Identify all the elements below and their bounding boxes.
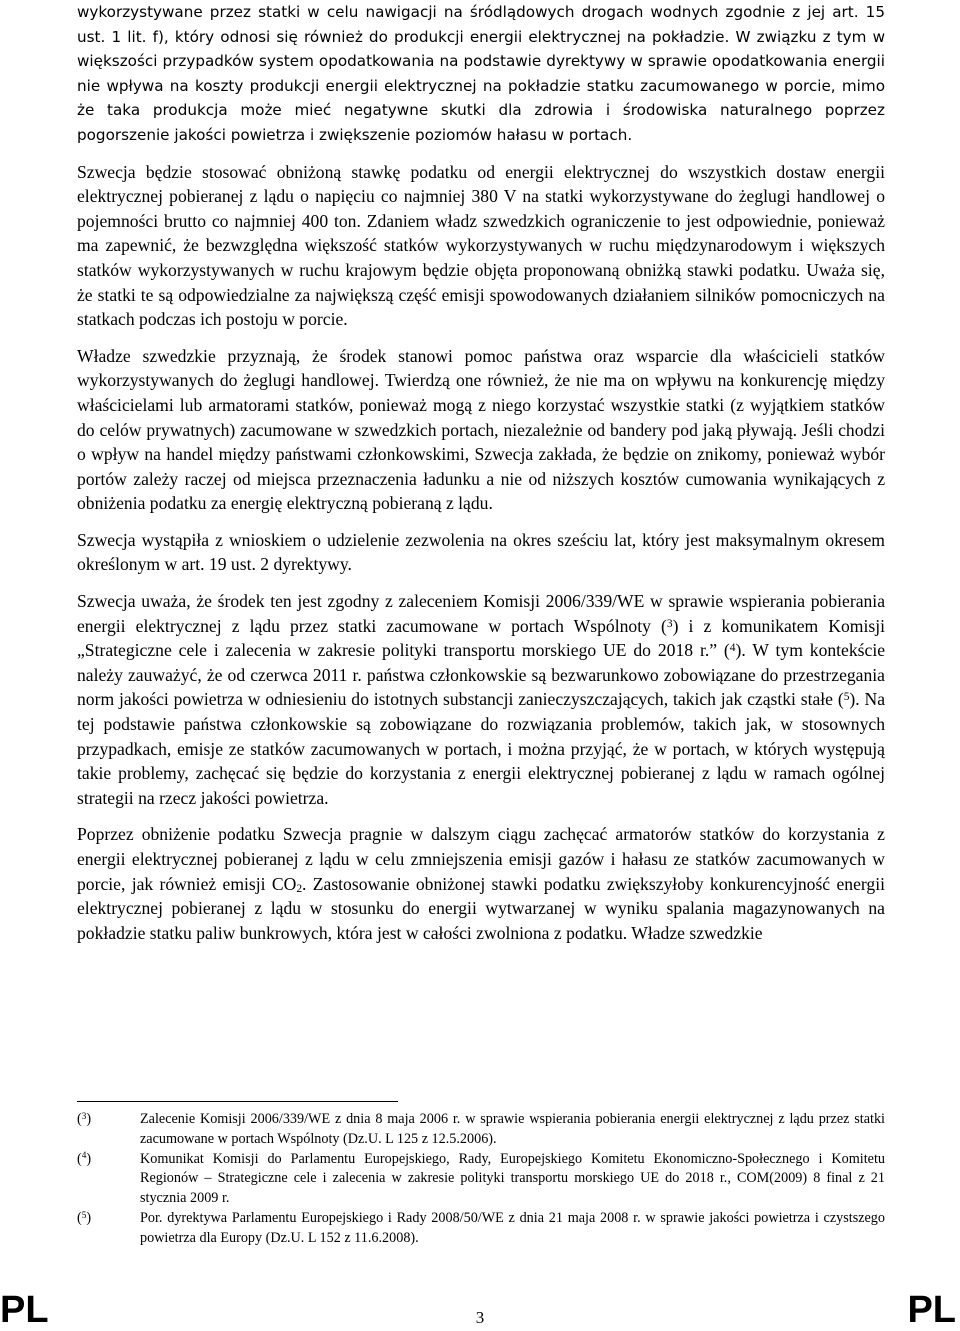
footnote-mark-number: 5 [81,1209,87,1220]
footnote-3 [77,1110,885,1150]
paragraph-6 [77,822,885,945]
footnote-text: Por. dyrektywa Parlamentu Europejskiego i Rady 2008/50/WE z dnia 21 maja 2008 r. w sprawie jakości powietrza i czystszego powietrza dla Europy (Dz.U. L 152 z 11.6.2008). [140,1209,885,1246]
footnote-ref-5[interactable]: 5 [843,691,850,704]
footnote-4 [77,1150,885,1209]
paragraph-5 [77,589,885,810]
language-code-left: PL [0,1289,49,1331]
footnote-mark-close: ) [86,1150,92,1167]
paragraph-2 [77,160,885,332]
footnote-separator [77,1101,398,1102]
paragraph-3-text: Władze szwedzkie przyznają, że środek stanowi pomoc państwa oraz wsparcie dla właścicieli statków wykorzystywanych do żeglugi handlowej. Twierdzą one również, że nie ma on wpływu na konkurencję między właścicielami lub armatorami statków, ponieważ mogą z niego korzystać wszystkie statki (z wyjątkiem statków do celów prywatnych) zacumowane w szwedzkich portach, niezależnie od bandery pod jaką pływają. Jeśli chodzi o wpływ na handel między państwami członkowskimi, Szwecja zakłada, że będzie on znikomy, ponieważ wybór portów zależy raczej od miejsca przeznaczenia ładunku a nie od niższych kosztów cumowania wynikających z obniżenia podatku za energię elektryczną pobieraną z lądu. [77,345,885,514]
paragraph-1-text: wykorzystywane przez statki w celu nawigacji na śródlądowych drogach wodnych zgodnie z jej art. 15 ust. 1 lit. f), który odnosi się również do produkcji energii elektrycznej na pokładzie. W związku z tym w większości przypadków system opodatkowania na podstawie dyrektywy w sprawie opodatkowania energii nie wpływa na koszty produkcji energii elektrycznej na pokładzie statku zacumowanego w porcie, mimo że taka produkcja może mieć negatywne skutki dla zdrowia i środowiska naturalnego poprzez pogorszenie jakości powietrza i zwiększenie poziomów hałasu w portach. [77,3,885,144]
footnote-mark-open: ( [77,1150,82,1167]
co2-subscript: 2 [296,883,303,896]
footnote-mark-close: ) [86,1111,92,1127]
footnote-mark [77,1209,140,1249]
footnote-mark-open: ( [77,1209,82,1226]
footnote-5 [77,1209,885,1249]
footnote-mark-number: 4 [81,1150,87,1161]
main-text [77,0,885,957]
footnote-mark-number: 3 [81,1110,87,1121]
paragraph-4 [77,528,885,577]
footnote-ref-3[interactable]: 3 [666,617,673,630]
footnote-mark [77,1110,140,1150]
paragraph-6-text-b: . Zastosowanie obniżonej stawki podatku zwiększyłoby konkurencyjność energii elektrycznej pobieranej z lądu w stosunku do energii wytwarzanej w wyniku spalania magazynowanych na pokładzie statku paliw bunkrowych, która jest w całości zwolniona z podatku. Władze szwedzkie [77,873,885,943]
footnote-mark [77,1150,140,1209]
language-code-right: PL [907,1289,956,1331]
page-number: 3 [475,1308,485,1327]
paragraph-5-text-d: ). Na tej podstawie państwa członkowskie są zobowiązane do rozwiązania problemów, takich jak, w stosownych przypadkach, emisje ze statków zacumowanych w portach, i można przyjąć, że w portach, w których występują takie problemy, zachęcać się będzie do korzystania z energii elektrycznej pobieranej z lądu w ramach ogólnej strategii na rzecz jakości powietrza. [77,689,886,808]
paragraph-5-text-b: ) i z komunikatem Komisji „Strategiczne cele i zalecenia w zakresie polityki transportu morskiego UE do 2018 r.” ( [77,615,885,661]
paragraph-5-text-a: Szwecja uważa, że środek ten jest zgodny z zaleceniem Komisji 2006/339/WE w sprawie wspierania pobierania energii elektrycznej z lądu przez statki zacumowane w portach Wspólnoty ( [77,591,885,636]
paragraph-1 [77,0,885,148]
paragraph-6-text-a: Poprzez obniżenie podatku Szwecja pragnie w dalszym ciągu zachęcać armatorów statków do korzystania z energii elektrycznej pobieranej z lądu w celu zmniejszenia emisji gazów i hałasu ze statków zacumowanych w porcie, jak również emisji CO [77,824,885,894]
footnote-mark-close: ) [86,1209,92,1226]
paragraph-3 [77,344,885,516]
paragraph-4-text: Szwecja wystąpiła z wnioskiem o udzielenie zezwolenia na okres sześciu lat, który jest maksymalnym okresem określonym w art. 19 ust. 2 dyrektywy. [77,529,885,575]
paragraph-2-text: Szwecja będzie stosować obniżoną stawkę podatku od energii elektrycznej do wszystkich dostaw energii elektrycznej pobieranej z lądu o napięciu co najmniej 380 V na statki wykorzystywane do żeglugi handlowej o pojemności brutto co najmniej 400 ton. Zdaniem władz szwedzkich ograniczenie to jest odpowiednie, ponieważ ma zapewnić, że bezwzględna większość statków wykorzystywanych w ruchu międzynarodowym i większych statków wykorzystywanych w ruchu krajowym będzie objęta proponowaną obniżką stawki podatku. Uważa się, że statki te są odpowiedzialne za największą część emisji spowodowanych działaniem silników pomocniczych na statkach podczas ich postoju w porcie. [77,161,885,330]
footnotes [77,1110,885,1249]
footnote-text: Komunikat Komisji do Parlamentu Europejskiego, Rady, Europejskiego Komitetu Ekonomiczno-Społecznego i Komitetu Regionów – Strategiczne cele i zalecenia w zakresie polityki transportu morskiego UE do 2018 r., COM(2009) 8 final z 21 stycznia 2009 r. [140,1150,885,1207]
paragraph-5-text-c: ). W tym kontekście należy zauważyć, że od czerwca 2011 r. państwa członkowskie są bezwarunkowo zobowiązane do przestrzegania norm jakości powietrza w odniesieniu do istotnych substancji zanieczyszczających, takich jak cząstki stałe ( [77,640,886,710]
footnote-text: Zalecenie Komisji 2006/339/WE z dnia 8 maja 2006 r. w sprawie wspierania pobierania energii elektrycznej z lądu przez statki zacumowane w portach Wspólnoty (Dz.U. L 125 z 12.5.2006). [140,1111,885,1147]
footnote-ref-4[interactable]: 4 [729,642,736,655]
footnote-mark-open: ( [77,1111,82,1127]
